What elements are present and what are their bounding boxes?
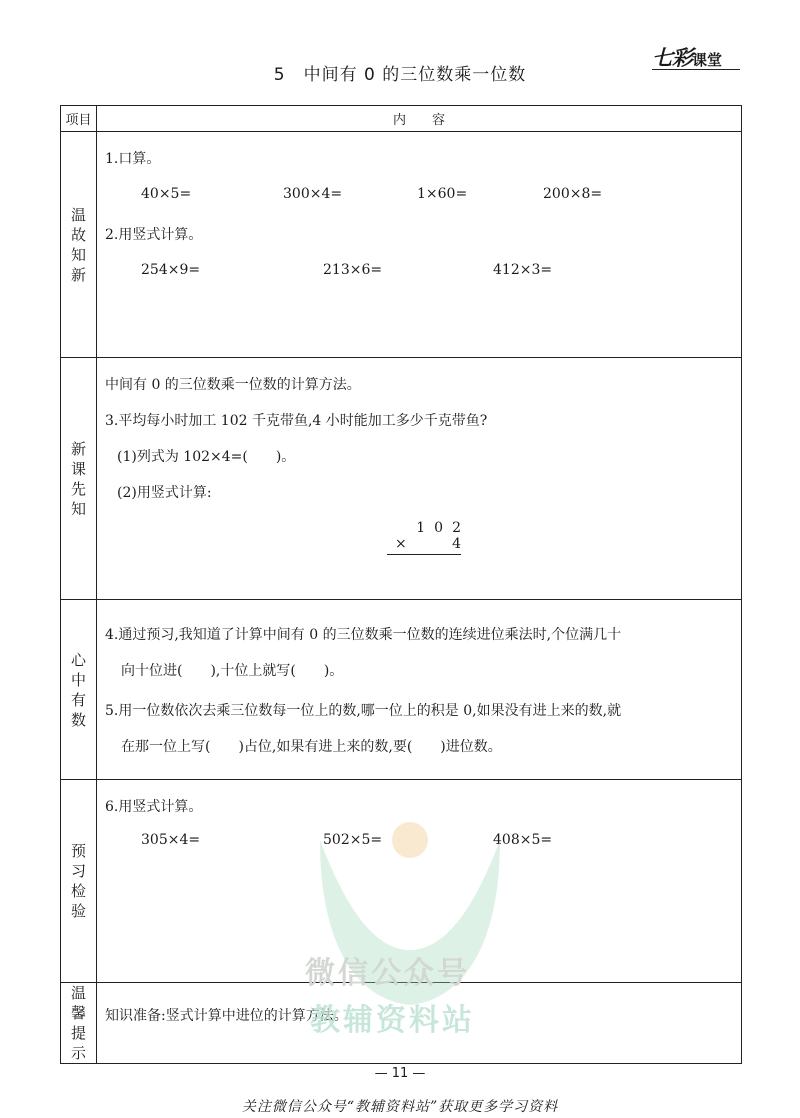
section-label-tip: 温馨提示 xyxy=(70,984,86,1062)
section-label-new: 新课先知 xyxy=(70,439,86,518)
column-header-content: 内 容 xyxy=(97,106,742,132)
question-3a: (1)列式为 102×4=( )。 xyxy=(117,449,296,465)
section-new xyxy=(61,358,742,600)
section-label-mind: 心中有数 xyxy=(70,650,86,729)
vertical-calculation xyxy=(387,520,470,555)
page-number: — 11 — xyxy=(374,1066,426,1081)
watermark-line1: 微信公众号 xyxy=(305,956,470,991)
check-item: 305×4= xyxy=(141,832,201,848)
brand-script: 七彩 xyxy=(652,46,692,70)
calc-multiplier: 4 xyxy=(452,536,461,552)
question-5-line1: 5.用一位数依次去乘三位数每一位上的数,哪一位上的积是 0,如果没有进上来的数,就 xyxy=(105,703,622,719)
brand-logo xyxy=(652,42,740,70)
written-item: 254×9= xyxy=(141,262,201,278)
question-6: 6.用竖式计算。 xyxy=(105,799,203,815)
section-review xyxy=(61,132,742,358)
footer-note: 关注微信公众号“教辅资料站”获取更多学习资料 xyxy=(241,1099,559,1115)
question-2: 2.用竖式计算。 xyxy=(105,227,203,243)
calc-multiplicand: 102 xyxy=(416,520,470,536)
oral-item: 200×8= xyxy=(543,186,603,202)
written-item: 213×6= xyxy=(323,262,383,278)
calc-operator: × xyxy=(395,536,407,552)
question-4-line1: 4.通过预习,我知道了计算中间有 0 的三位数乘一位数的连续进位乘法时,个位满几十 xyxy=(105,627,622,643)
oral-item: 40×5= xyxy=(141,186,192,202)
watermark-line2: 教辅资料站 xyxy=(310,1003,475,1038)
brand-underline xyxy=(652,69,740,70)
question-1: 1.口算。 xyxy=(105,151,161,167)
written-item: 412×3= xyxy=(493,262,553,278)
worksheet-table xyxy=(60,105,742,1064)
new-intro: 中间有 0 的三位数乘一位数的计算方法。 xyxy=(105,377,361,393)
question-5-line2: 在那一位上写( )占位,如果有进上来的数,要( )进位数。 xyxy=(121,739,502,755)
check-item: 408×5= xyxy=(493,832,553,848)
tip-text: 知识准备:竖式计算中进位的计算方法。 xyxy=(105,1008,348,1024)
question-3: 3.平均每小时加工 102 千克带鱼,4 小时能加工多少千克带鱼? xyxy=(105,413,488,429)
column-header-item: 项目 xyxy=(61,106,97,132)
section-label-review: 温故知新 xyxy=(70,205,86,284)
oral-item: 300×4= xyxy=(283,186,343,202)
brand-word: 课堂 xyxy=(692,51,723,69)
check-item: 502×5= xyxy=(323,832,383,848)
page-title: 5 中间有 0 的三位数乘一位数 xyxy=(273,65,527,85)
question-3b: (2)用竖式计算: xyxy=(117,485,212,501)
oral-item: 1×60= xyxy=(417,186,468,202)
section-label-check: 预习检验 xyxy=(70,842,86,920)
section-mind xyxy=(61,600,742,780)
question-4-line2: 向十位进( ),十位上就写( )。 xyxy=(121,663,344,679)
